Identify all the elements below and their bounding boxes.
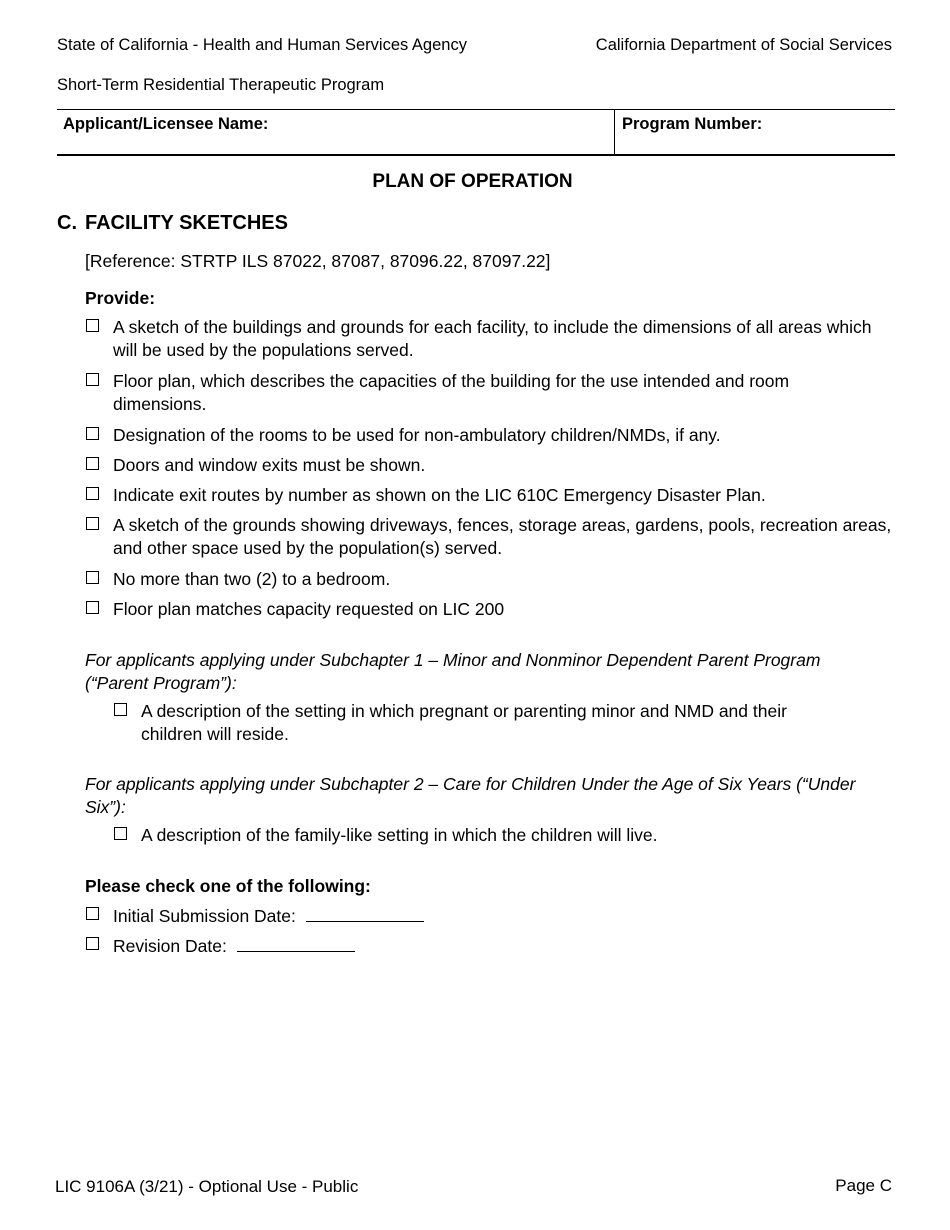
check-one-label: Please check one of the following: bbox=[85, 876, 371, 896]
table-divider bbox=[614, 110, 615, 154]
checklist-item-text: Indicate exit routes by number as shown on the LIC 610C Emergency Disaster Plan. bbox=[113, 485, 766, 505]
checkbox[interactable] bbox=[86, 427, 99, 440]
applicant-name-label: Applicant/Licensee Name: bbox=[63, 115, 269, 133]
agency-name: State of California - Health and Human Services Agency bbox=[57, 36, 467, 54]
checkbox[interactable] bbox=[86, 373, 99, 386]
revision-checkbox[interactable] bbox=[86, 937, 99, 950]
applicant-info-table bbox=[57, 109, 895, 156]
checklist-item-text: No more than two (2) to a bedroom. bbox=[113, 569, 391, 589]
checkbox[interactable] bbox=[86, 457, 99, 470]
initial-submission-label: Initial Submission Date: bbox=[113, 906, 296, 926]
page-title: PLAN OF OPERATION bbox=[372, 171, 573, 192]
initial-submission-checkbox[interactable] bbox=[86, 907, 99, 920]
checklist-item-text: Doors and window exits must be shown. bbox=[113, 455, 426, 475]
reference-text: [Reference: STRTP ILS 87022, 87087, 87096.22, 87097.22] bbox=[85, 251, 551, 271]
revision-date-label: Revision Date: bbox=[113, 936, 227, 956]
department-name: California Department of Social Services bbox=[595, 36, 892, 54]
checkbox[interactable] bbox=[114, 703, 127, 716]
subchapter2-intro: For applicants applying under Subchapter 2 – Care for Children Under the Age of Six Years (“Under Six”): bbox=[85, 774, 856, 817]
program-name: Short-Term Residential Therapeutic Program bbox=[57, 76, 385, 94]
checkbox[interactable] bbox=[86, 517, 99, 530]
checklist-item-text: A description of the family-like setting in which the children will live. bbox=[141, 825, 658, 845]
initial-submission-date-field[interactable] bbox=[306, 904, 424, 922]
checkbox[interactable] bbox=[86, 319, 99, 332]
checklist-item-text: Floor plan, which describes the capacities of the building for the use intended and room dimensions. bbox=[113, 371, 790, 414]
checkbox[interactable] bbox=[86, 487, 99, 500]
page-number: Page C bbox=[835, 1176, 892, 1195]
checkbox[interactable] bbox=[86, 571, 99, 584]
checklist-item-text: A sketch of the buildings and grounds for each facility, to include the dimensions of all areas which will be used by the populations served. bbox=[113, 317, 872, 360]
revision-date-field[interactable] bbox=[237, 934, 355, 952]
section-letter: C. bbox=[57, 212, 77, 234]
checklist-item-text: A sketch of the grounds showing driveways, fences, storage areas, gardens, pools, recreation areas, and other space used by the population(s) served. bbox=[113, 515, 892, 558]
checklist-item-text: A description of the setting in which pregnant or parenting minor and NMD and their children will reside. bbox=[141, 701, 787, 744]
checkbox[interactable] bbox=[114, 827, 127, 840]
program-number-label: Program Number: bbox=[622, 115, 763, 133]
section-heading: FACILITY SKETCHES bbox=[85, 212, 288, 234]
checkbox[interactable] bbox=[86, 601, 99, 614]
subchapter1-intro: For applicants applying under Subchapter 1 – Minor and Nonminor Dependent Parent Program (“Parent Program”): bbox=[85, 650, 821, 693]
provide-label: Provide: bbox=[85, 288, 156, 308]
form-id: LIC 9106A (3/21) - Optional Use - Public bbox=[55, 1177, 359, 1196]
checklist-item-text: Floor plan matches capacity requested on LIC 200 bbox=[113, 599, 505, 619]
checklist-item-text: Designation of the rooms to be used for non-ambulatory children/NMDs, if any. bbox=[113, 425, 721, 445]
